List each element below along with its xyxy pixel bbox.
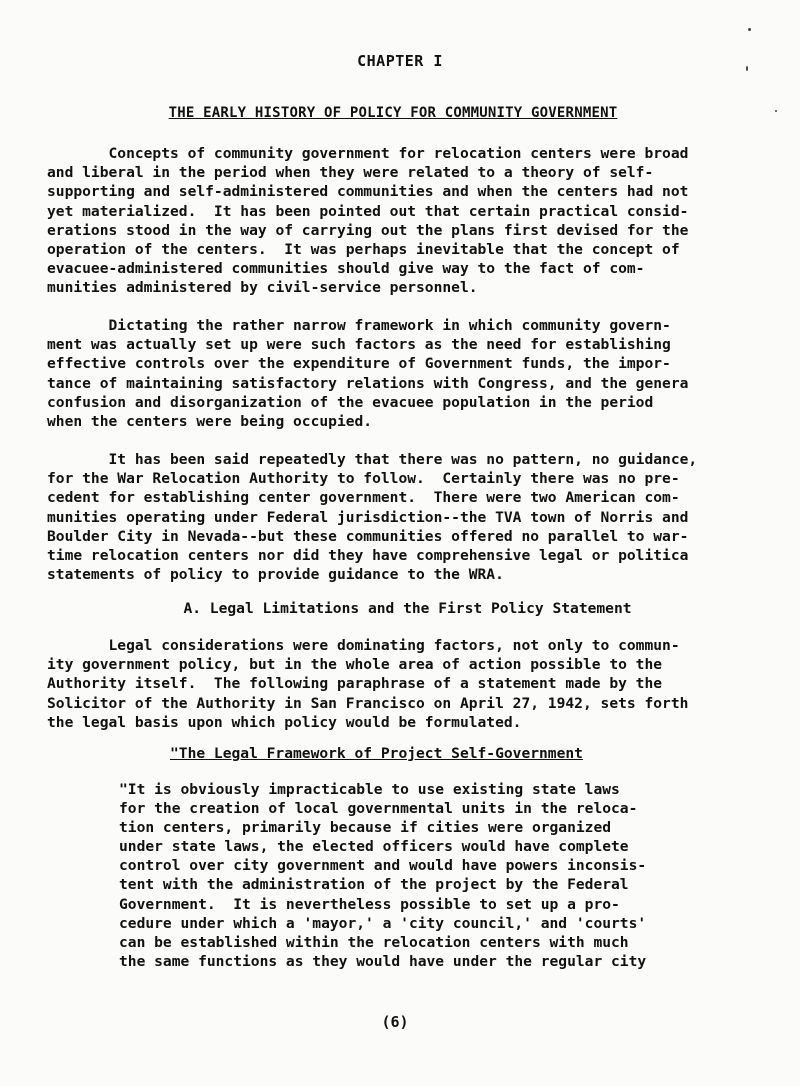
- quote-line: tent with the administration of the project by the Federal: [119, 876, 629, 894]
- text-line: when the centers were being occupied.: [47, 413, 373, 431]
- text-line: statements of policy to provide guidance to the WRA.: [47, 566, 504, 584]
- quote-line: cedure under which a 'mayor,' a 'city council,' and 'courts': [119, 914, 647, 932]
- scan-speck: [748, 28, 751, 31]
- scan-speck: [746, 66, 748, 71]
- text-line: time relocation centers nor did they have comprehensive legal or politica: [47, 547, 689, 565]
- section-subheading: A. Legal Limitations and the First Policy Statement: [183, 600, 632, 617]
- quote-line: the same functions as they would have under the regular city: [119, 952, 647, 970]
- text-line: It has been said repeatedly that there was no pattern, no guidance,: [47, 451, 698, 468]
- text-line: Solicitor of the Authority in San Francisco on April 27, 1942, sets forth: [47, 694, 689, 712]
- quote-line: Government. It is nevertheless possible to set up a pro-: [119, 895, 620, 913]
- text-line: evacuee-administered communities should give way to the fact of com-: [47, 260, 645, 278]
- page-number: (6): [381, 1013, 409, 1031]
- text-line: confusion and disorganization of the evacuee population in the period: [47, 393, 654, 411]
- quote-line: control over city government and would have powers inconsis-: [119, 857, 647, 875]
- scan-speck: [775, 110, 777, 112]
- paragraph-3: [47, 450, 752, 584]
- text-line: munities administered by civil-service personnel.: [47, 279, 478, 297]
- quote-line: under state laws, the elected officers would have complete: [119, 838, 629, 856]
- paragraph-2: [47, 316, 752, 431]
- quote-line: tion centers, primarily because if cities were organized: [119, 819, 612, 837]
- quote-line: "It is obviously impracticable to use existing state laws: [119, 781, 620, 798]
- text-line: the legal basis upon which policy would be formulated.: [47, 713, 522, 731]
- text-line: for the War Relocation Authority to follow. Certainly there was no pre-: [47, 470, 680, 488]
- text-line: cedent for establishing center government. There were two American com-: [47, 489, 680, 507]
- text-line: tance of maintaining satisfactory relations with Congress, and the genera: [47, 374, 689, 392]
- text-line: Concepts of community government for relocation centers were broad: [47, 145, 689, 162]
- chapter-title: THE EARLY HISTORY OF POLICY FOR COMMUNITY GOVERNMENT: [168, 105, 618, 121]
- text-line: ment was actually set up were such factors as the need for establishing: [47, 336, 671, 354]
- text-line: and liberal in the period when they were related to a theory of self-: [47, 164, 654, 182]
- text-line: supporting and self-administered communities and when the centers had not: [47, 183, 689, 201]
- quote-line: can be established within the relocation centers with much: [119, 933, 629, 951]
- text-line: ity government policy, but in the whole area of action possible to the: [47, 656, 663, 674]
- quote-line: for the creation of local governmental units in the reloca-: [119, 800, 638, 818]
- quote-heading: "The Legal Framework of Project Self-Government: [170, 745, 583, 762]
- text-line: Dictating the rather narrow framework in which community govern-: [47, 317, 671, 334]
- chapter-heading: CHAPTER I: [357, 52, 443, 70]
- text-line: yet materialized. It has been pointed out that certain practical consid-: [47, 202, 689, 220]
- text-line: effective controls over the expenditure of Government funds, the impor-: [47, 355, 671, 373]
- paragraph-1: [47, 144, 752, 298]
- block-quote: [119, 780, 719, 971]
- text-line: Legal considerations were dominating factors, not only to commun-: [47, 637, 680, 654]
- text-line: operation of the centers. It was perhaps inevitable that the concept of: [47, 241, 680, 259]
- text-line: Boulder City in Nevada--but these communities offered no parallel to war-: [47, 527, 689, 545]
- text-line: Authority itself. The following paraphrase of a statement made by the: [47, 675, 663, 693]
- text-line: munities operating under Federal jurisdiction--the TVA town of Norris and: [47, 508, 689, 526]
- paragraph-4: [47, 636, 752, 732]
- text-line: erations stood in the way of carrying out the plans first devised for the: [47, 221, 689, 239]
